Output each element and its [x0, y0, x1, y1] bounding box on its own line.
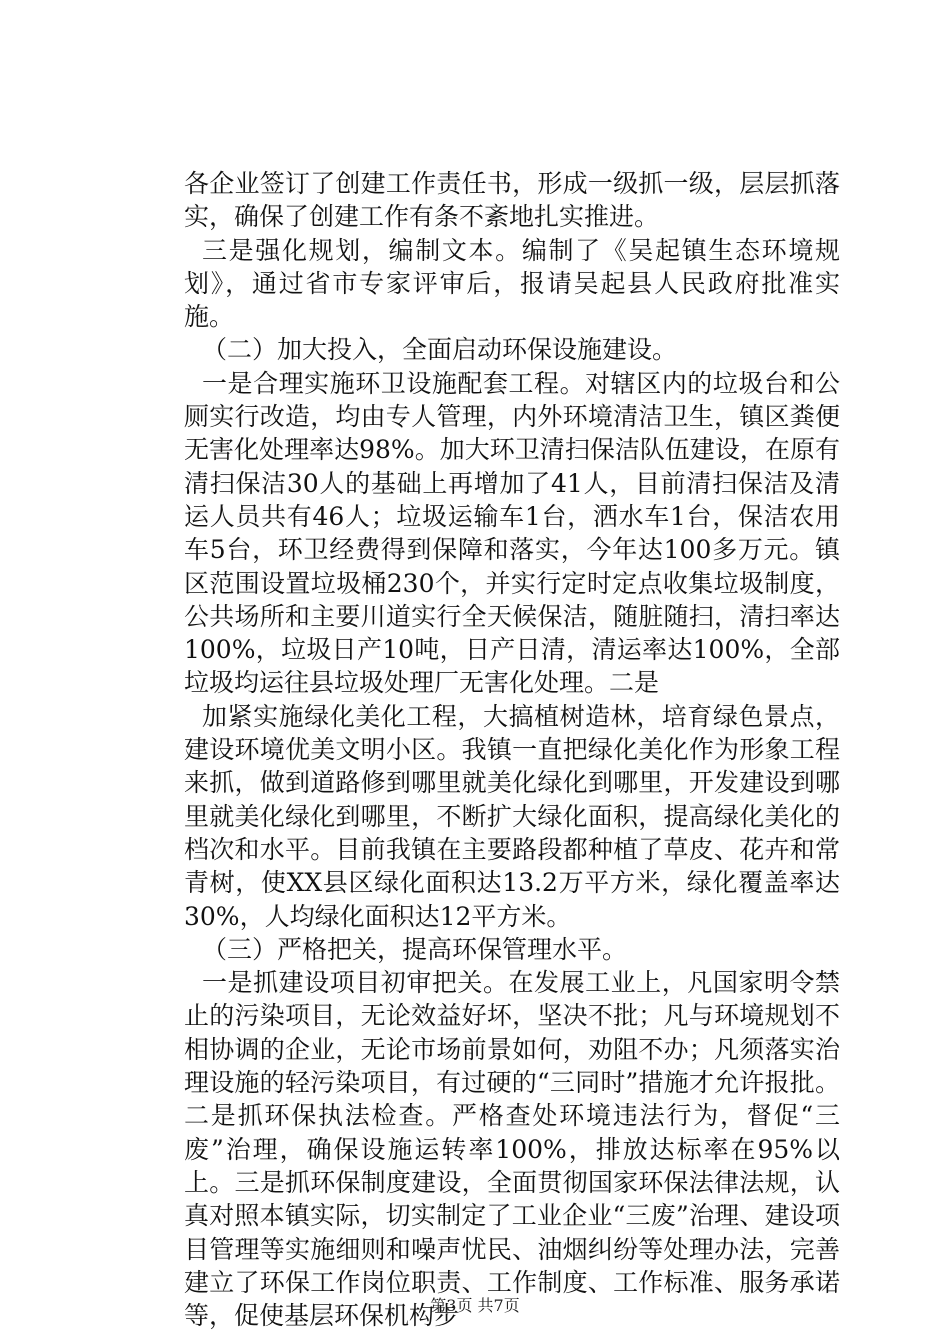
section-heading-3: （三）严格把关，提高环保管理水平。 [202, 934, 628, 964]
paragraph-2: 三是强化规划，编制文本。编制了《吴起镇生态环境规划》，通过省市专家评审后，报请吴起县人民政府批准实施。 [184, 235, 840, 332]
paragraph-3: 一是合理实施环卫设施配套工程。对辖区内的垃圾台和公厕实行改造，均由专人管理，内外环境清洁卫生，镇区粪便无害化处理率达98%。加大环卫清扫保洁队伍建设，在原有清扫保洁30人的基础上再增加了41人，目前清扫保洁及清运人员共有46人；垃圾运输车1台，洒水车1台，保洁农用车5台，环卫经费得到保障和落实，今年达100多万元。镇区范围设置垃圾桶230个，并实行定时定点收集垃圾制度，公共场所和主要川道实行全天候保洁，随脏随扫，清扫率达100%，垃圾日产10吨，日产日清，清运率达100%，全部垃圾均运往县垃圾处理厂无害化处理。二是 [184, 368, 840, 698]
paragraph-4: 加紧实施绿化美化工程，大搞植树造林，培育绿色景点，建设环境优美文明小区。我镇一直把绿化美化作为形象工程来抓，做到道路修到哪里就美化绿化到哪里，开发建设到哪里就美化绿化到哪里，不断扩大绿化面积，提高绿化美化的档次和水平。目前我镇在主要路段都种植了草皮、花卉和常青树，使XX县区绿化面积达13.2万平方米，绿化覆盖率达30%，人均绿化面积达12平方米。 [184, 701, 840, 931]
page-footer: 第3页 共7页 [430, 1296, 520, 1315]
section-heading-2: （二）加大投入，全面启动环保设施建设。 [202, 335, 678, 365]
paragraph-5: 一是抓建设项目初审把关。在发展工业上，凡国家明令禁止的污染项目，无论效益好坏，坚决不批；凡与环境规划不相协调的企业，无论市场前景如何，劝阻不办；凡须落实治理设施的轻污染项目，有过硬的“三同时”措施才允许报批。二是抓环保执法检查。严格查处环境违法行为，督促“三废”治理，确保设施运转率100%，排放达标率在95%以上。三是抓环保制度建设，全面贯彻国家环保法律法规，认真对照本镇实际，切实制定了工业企业“三废”治理、建设项目管理等实施细则和噪声忧民、油烟纠纷等处理办法，完善建立了环保工作岗位职责、工作制度、工作标准、服务承诺等，促使基层环保机构步 [184, 968, 840, 1331]
paragraph-1: 各企业签订了创建工作责任书，形成一级抓一级，层层抓落实，确保了创建工作有条不紊地扎实推进。 [184, 169, 840, 232]
body-text [184, 167, 840, 1332]
